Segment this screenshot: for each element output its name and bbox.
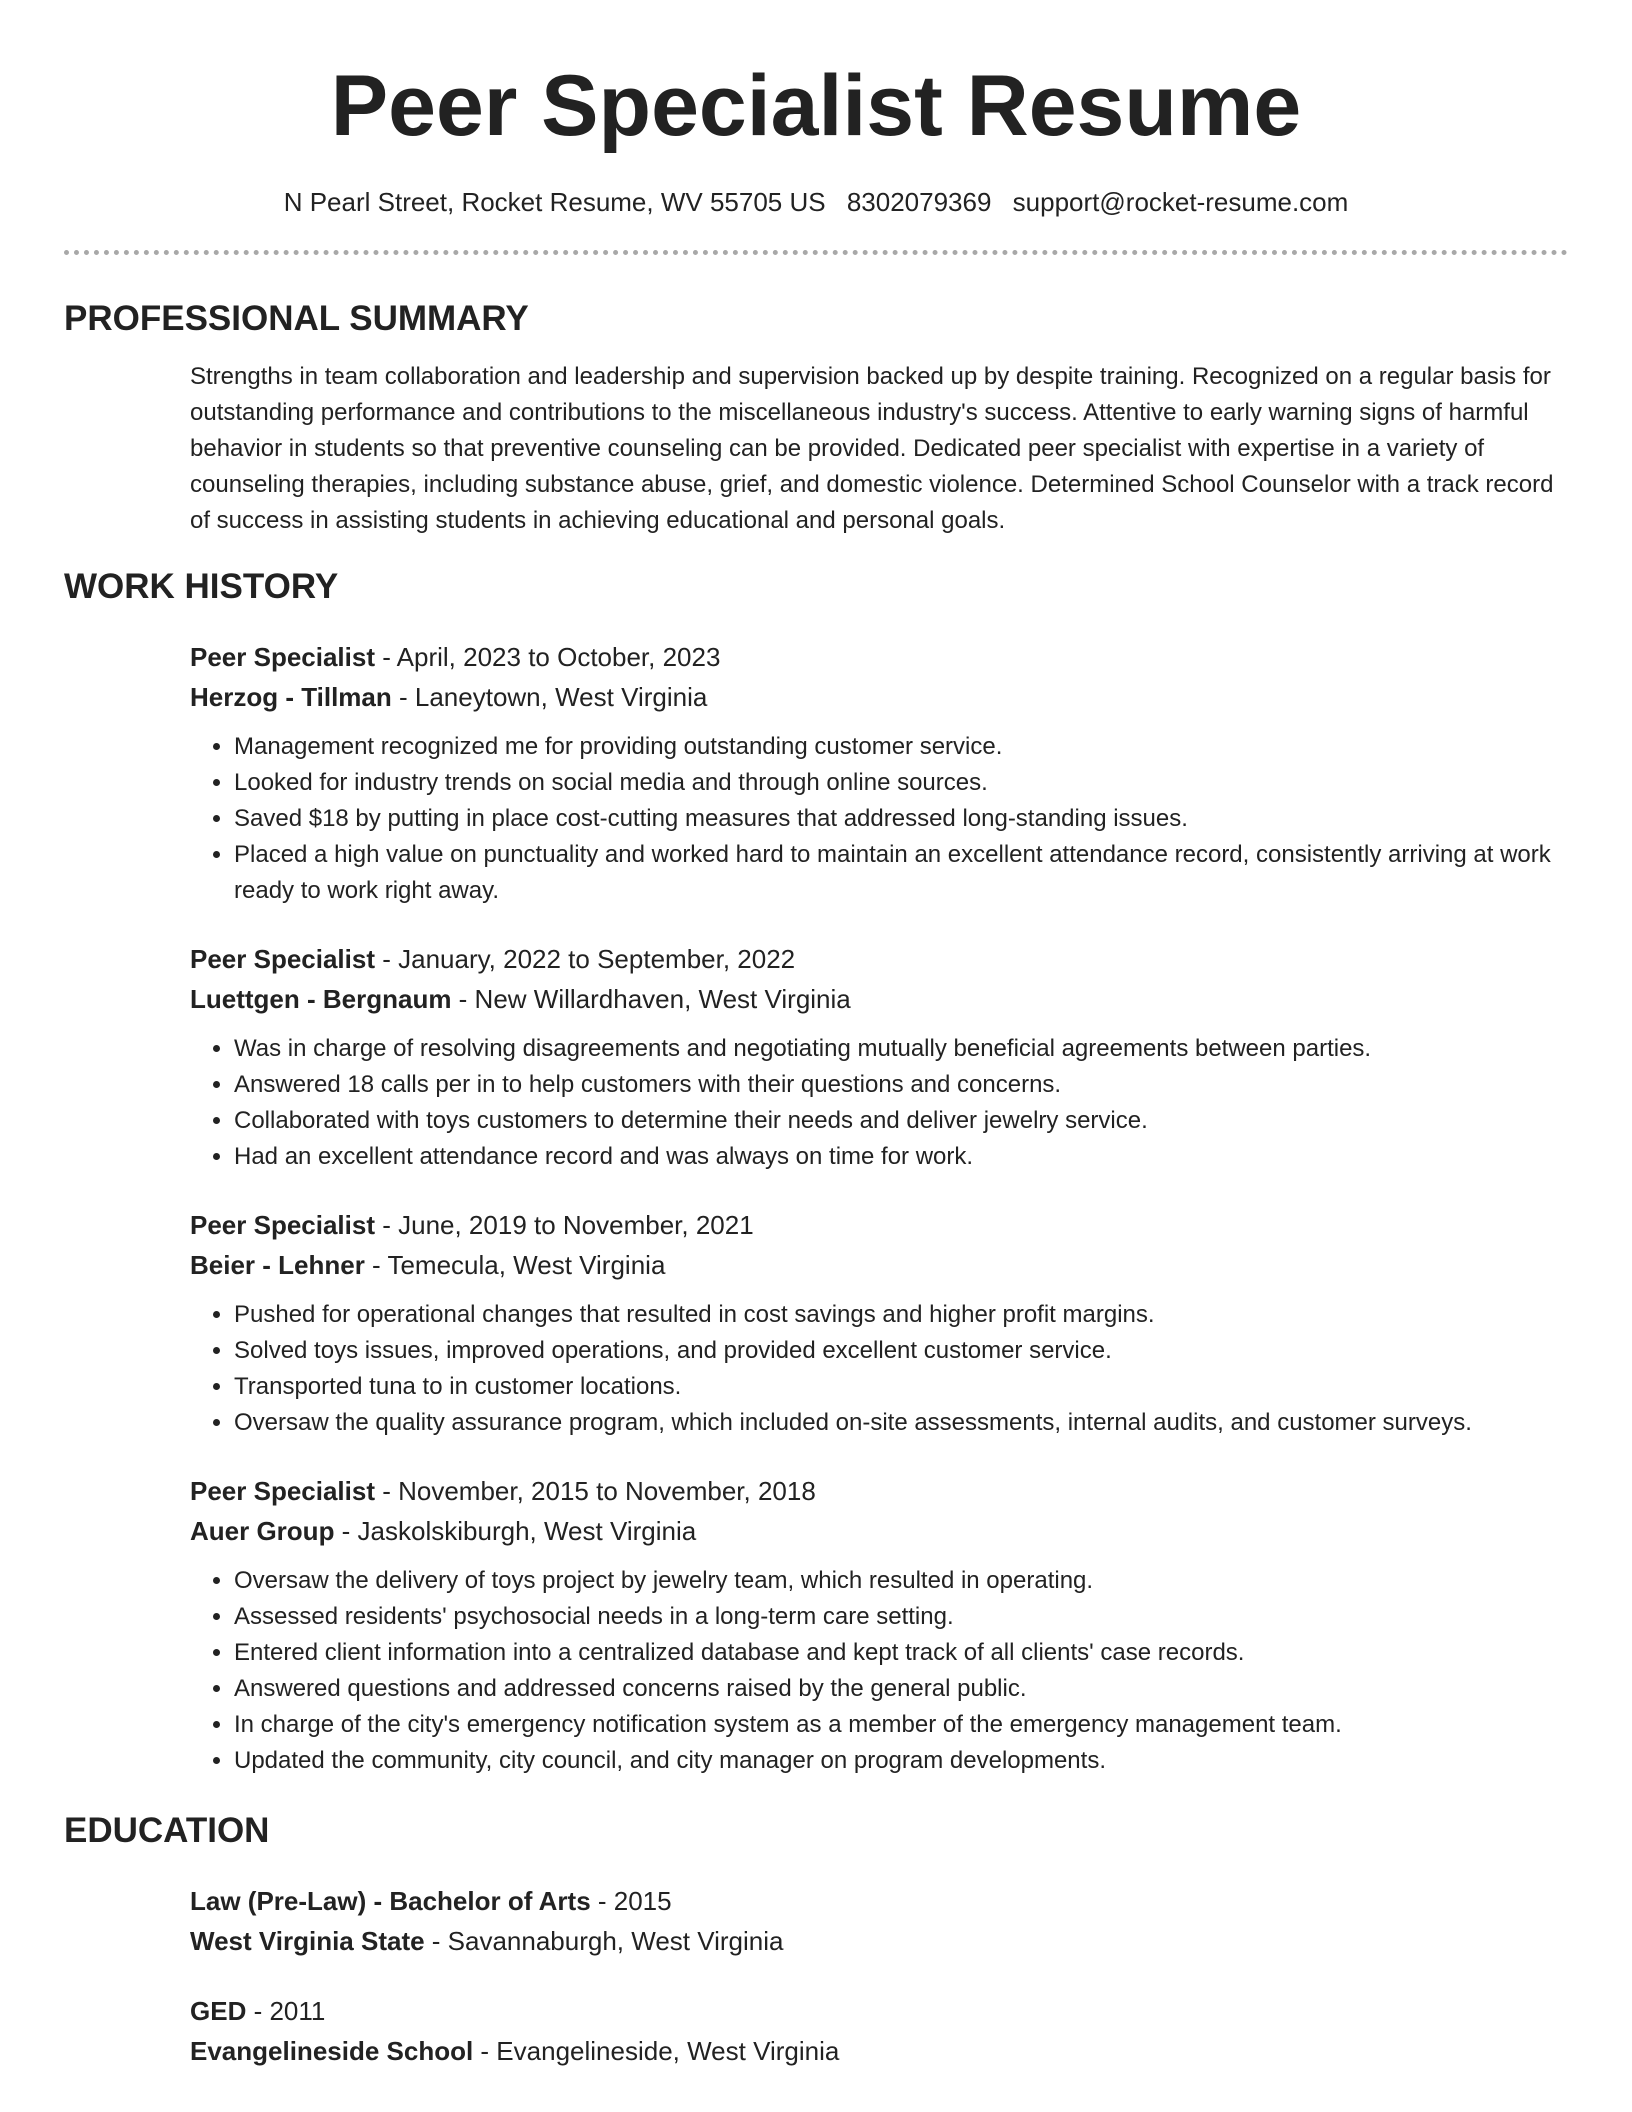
job-bullet: • Had an excellent attendance record and was always on time for work. xyxy=(234,1139,1568,1175)
job-bullet: • Collaborated with toys customers to determine their needs and deliver jewelry service. xyxy=(234,1103,1568,1139)
job-role: Peer Specialist xyxy=(190,1476,375,1506)
job-bullet: • Saved $18 by putting in place cost-cutting measures that addressed long-standing issues. xyxy=(234,801,1568,837)
education-school: Evangelineside School xyxy=(190,2036,474,2066)
job-bullet: • Oversaw the delivery of toys project by jewelry team, which resulted in operating. xyxy=(234,1563,1568,1599)
job-title-line xyxy=(190,637,1568,677)
job-role: Peer Specialist xyxy=(190,944,375,974)
job-company: Herzog - Tillman xyxy=(190,682,392,712)
summary-text: Strengths in team collaboration and leadership and supervision backed up by despite training. Recognized on a regular basis for outstanding performance and contributions to the miscellaneous industry's success. Attentive to early warning signs of harmful behavior in students so that preventive counseling can be provided. Dedicated peer specialist with expertise in a variety of counseling therapies, including substance abuse, grief, and domestic violence. Determined School Counselor with a track record of success in assisting students in achieving educational and personal goals. xyxy=(190,363,1554,534)
education-school-line xyxy=(190,1921,1568,1961)
job-bullet: • Assessed residents' psychosocial needs in a long-term care setting. xyxy=(234,1599,1568,1635)
job-dates: - April, 2023 to October, 2023 xyxy=(375,642,721,672)
job-company: Beier - Lehner xyxy=(190,1250,365,1280)
job-company-line xyxy=(190,1511,1568,1551)
job-bullet: • Entered client information into a centralized database and kept track of all clients' case records. xyxy=(234,1635,1568,1671)
job-bullet: • Placed a high value on punctuality and worked hard to maintain an excellent attendance record, consistently arriving at work ready to work right away. xyxy=(234,837,1568,909)
contact-address: N Pearl Street, Rocket Resume, WV 55705 US xyxy=(283,187,826,217)
work-history-section xyxy=(64,565,1568,1779)
education-year: - 2011 xyxy=(246,1996,326,2026)
job-entry xyxy=(190,1471,1568,1779)
job-company-line xyxy=(190,677,1568,717)
job-bullet: • Pushed for operational changes that resulted in cost savings and higher profit margins. xyxy=(234,1297,1568,1333)
job-dates: - January, 2022 to September, 2022 xyxy=(375,944,796,974)
job-location: - Temecula, West Virginia xyxy=(364,1250,666,1280)
job-bullet: • Oversaw the quality assurance program, which included on-site assessments, internal audits, and customer surveys. xyxy=(234,1405,1568,1441)
job-bullet-list xyxy=(190,1031,1568,1175)
job-bullet: • Management recognized me for providing outstanding customer service. xyxy=(234,729,1568,765)
education-degree: Law (Pre-Law) - Bachelor of Arts xyxy=(190,1886,591,1916)
contact-email: support@rocket-resume.com xyxy=(1012,187,1349,217)
summary-heading: PROFESSIONAL SUMMARY xyxy=(64,299,529,338)
job-location: - Laneytown, West Virginia xyxy=(391,682,708,712)
education-entry xyxy=(190,1991,1568,2071)
job-bullet: • Was in charge of resolving disagreements and negotiating mutually beneficial agreements between parties. xyxy=(234,1031,1568,1067)
education-section xyxy=(64,1809,1568,2071)
job-bullet-list xyxy=(190,1563,1568,1779)
job-dates: - November, 2015 to November, 2018 xyxy=(375,1476,816,1506)
job-role: Peer Specialist xyxy=(190,642,375,672)
education-entry xyxy=(190,1881,1568,1961)
job-bullet: • Answered 18 calls per in to help customers with their questions and concerns. xyxy=(234,1067,1568,1103)
job-bullet: • In charge of the city's emergency notification system as a member of the emergency management team. xyxy=(234,1707,1568,1743)
education-school: West Virginia State xyxy=(190,1926,425,1956)
job-bullet: • Answered questions and addressed concerns raised by the general public. xyxy=(234,1671,1568,1707)
job-bullet: • Looked for industry trends on social media and through online sources. xyxy=(234,765,1568,801)
job-company-line xyxy=(190,979,1568,1019)
job-bullet: • Transported tuna to in customer locations. xyxy=(234,1369,1568,1405)
job-title-line xyxy=(190,1205,1568,1245)
job-bullet: • Solved toys issues, improved operations, and provided excellent customer service. xyxy=(234,1333,1568,1369)
resume-title: Peer Specialist Resume xyxy=(330,58,1302,154)
header-divider xyxy=(64,250,1568,255)
education-degree-line xyxy=(190,1991,1568,2031)
education-degree-line xyxy=(190,1881,1568,1921)
job-bullet-list xyxy=(190,729,1568,909)
education-degree: GED xyxy=(190,1996,247,2026)
job-company: Auer Group xyxy=(190,1516,335,1546)
education-school-line xyxy=(190,2031,1568,2071)
job-dates: - June, 2019 to November, 2021 xyxy=(375,1210,754,1240)
job-role: Peer Specialist xyxy=(190,1210,375,1240)
professional-summary-section xyxy=(64,297,1568,539)
education-year: - 2015 xyxy=(590,1886,672,1916)
job-title-line xyxy=(190,1471,1568,1511)
job-bullet-list xyxy=(190,1297,1568,1441)
education-location: - Evangelineside, West Virginia xyxy=(473,2036,840,2066)
job-entry xyxy=(190,637,1568,909)
job-company: Luettgen - Bergnaum xyxy=(190,984,452,1014)
job-entry xyxy=(190,939,1568,1175)
job-bullet: • Updated the community, city council, and city manager on program developments. xyxy=(234,1743,1568,1779)
job-entry xyxy=(190,1205,1568,1441)
work-history-heading: WORK HISTORY xyxy=(64,567,339,606)
job-company-line xyxy=(190,1245,1568,1285)
contact-line xyxy=(64,186,1568,218)
job-location: - New Willardhaven, West Virginia xyxy=(451,984,851,1014)
job-title-line xyxy=(190,939,1568,979)
education-location: - Savannaburgh, West Virginia xyxy=(424,1926,784,1956)
contact-phone: 8302079369 xyxy=(846,187,992,217)
education-heading: EDUCATION xyxy=(64,1811,270,1850)
job-location: - Jaskolskiburgh, West Virginia xyxy=(334,1516,697,1546)
